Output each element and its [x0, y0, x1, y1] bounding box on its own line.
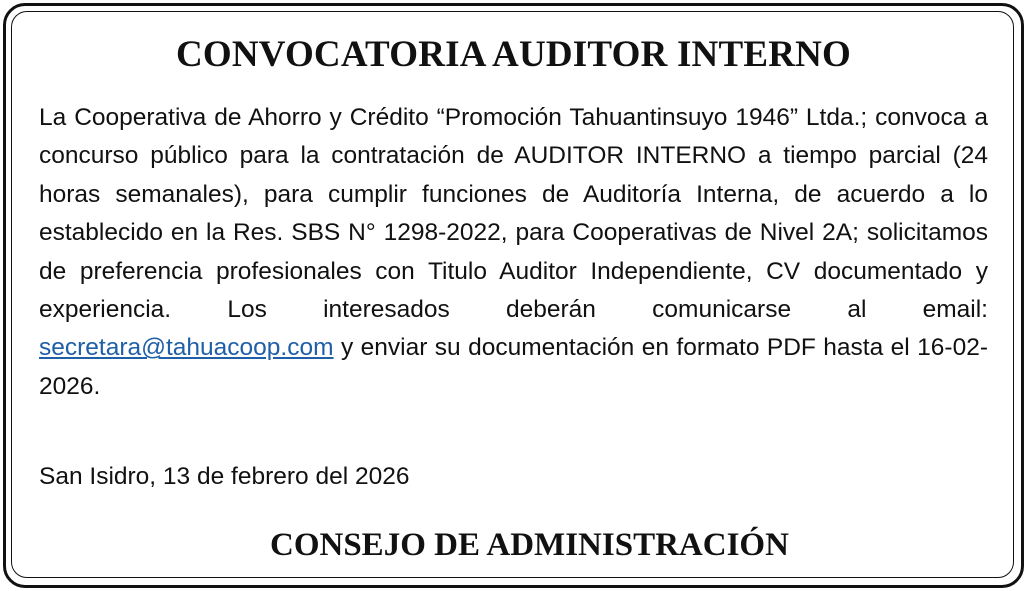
body-text-closing: y enviar su documentación en formato PDF hasta el 16-02-2026. [39, 334, 988, 400]
signature: CONSEJO DE ADMINISTRACIÓN [270, 527, 789, 563]
body-text-intro: La Cooperativa de Ahorro y Crédito “Promoción Tahuantinsuyo 1946” Ltda.; convoca a concurso público para la contratación de AUDITOR INTERNO a tiempo parcial (24 horas semanales), para cumplir funciones de Auditoría Interna, de acuerdo a lo establecido en la Res. SBS N° 1298-2022, para Cooperativas de Nivel 2A; solicitamos de preferencia profesionales con Titulo Auditor Independiente, CV documentado y experiencia. Los interesados deberán comunicarse al email: [39, 104, 988, 324]
notice-title: CONVOCATORIA AUDITOR INTERNO [175, 34, 852, 75]
place-date: San Isidro, 13 de febrero del 2026 [39, 463, 410, 490]
email-link[interactable]: secretara@tahuacoop.com [39, 334, 334, 362]
notice-body [39, 99, 988, 406]
